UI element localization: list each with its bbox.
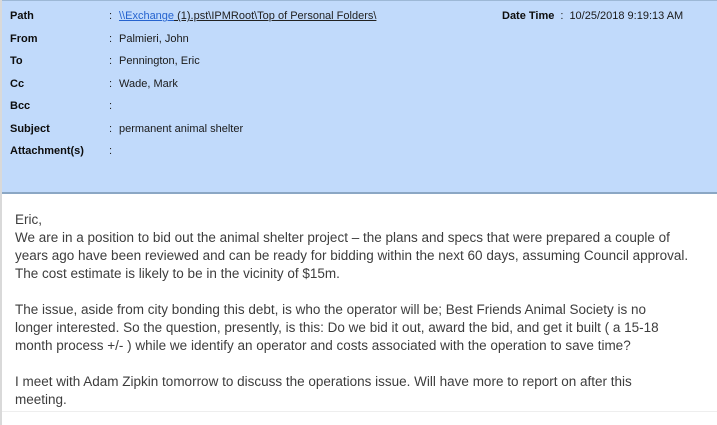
header-row-attachments (2, 140, 717, 163)
header-row-to (2, 50, 717, 73)
body-paragraph-1 (15, 211, 709, 283)
body-text-line: longer interested. So the question, presently, is this: Do we bid it out, award the bid, and get it built ( a 15-18 (15, 320, 659, 335)
body-paragraph-2 (15, 301, 709, 355)
path-colon: : (109, 10, 113, 23)
path-value (119, 10, 376, 22)
cc-colon: : (109, 77, 113, 90)
cc-label: Cc (10, 77, 25, 90)
from-label: From (10, 32, 38, 45)
date-time-value: 10/25/2018 9:19:13 AM (569, 10, 684, 23)
attachments-colon: : (109, 145, 113, 158)
body-text-line: meeting. (15, 392, 67, 407)
body-text-line: We are in a position to bid out the animal shelter project – the plans and specs that were prepared a couple of (15, 230, 670, 245)
path-rest-text: (1).pst\IPMRoot\Top of Personal Folders\ (174, 10, 377, 23)
attachments-label: Attachment(s) (10, 145, 84, 158)
header-row-from (2, 28, 717, 51)
body-text-line: I meet with Adam Zipkin tomorrow to discuss the operations issue. Will have more to report on after this (15, 374, 632, 389)
from-colon: : (109, 32, 113, 45)
header-row-subject (2, 118, 717, 141)
to-colon: : (109, 55, 113, 68)
body-text-line: years ago have been reviewed and can be ready for bidding within the next 60 days, assuming Council approval. (15, 248, 689, 263)
date-time-colon: : (560, 10, 564, 23)
body-text-line: The issue, aside from city bonding this debt, is who the operator will be; Best Friends Animal Society is no (15, 302, 647, 317)
from-value: Palmieri, John (119, 32, 189, 45)
date-time (502, 5, 683, 28)
bcc-label: Bcc (10, 100, 31, 113)
path-label: Path (10, 10, 34, 23)
to-value: Pennington, Eric (119, 55, 200, 68)
body-paragraph-3 (15, 373, 709, 409)
body-text-line: The cost estimate is likely to be in the vicinity of $15m. (15, 266, 340, 281)
bcc-colon: : (109, 100, 113, 113)
cc-value: Wade, Mark (119, 77, 178, 90)
date-time-label: Date Time (502, 10, 555, 23)
path-exchange-link[interactable]: \\Exchange (119, 10, 175, 23)
subject-value: permanent animal shelter (119, 122, 244, 135)
header-row-bcc (2, 95, 717, 118)
subject-label: Subject (10, 122, 50, 135)
bottom-divider (2, 411, 717, 412)
header-row-cc (2, 73, 717, 96)
to-label: To (10, 55, 23, 68)
subject-colon: : (109, 122, 113, 135)
body-text-line: month process +/- ) while we identify an operator and costs associated with the operation to save time? (15, 338, 631, 353)
email-header-panel (2, 0, 717, 194)
header-row-path (2, 5, 717, 28)
email-body (2, 196, 717, 425)
body-text-line: Eric, (15, 212, 42, 227)
